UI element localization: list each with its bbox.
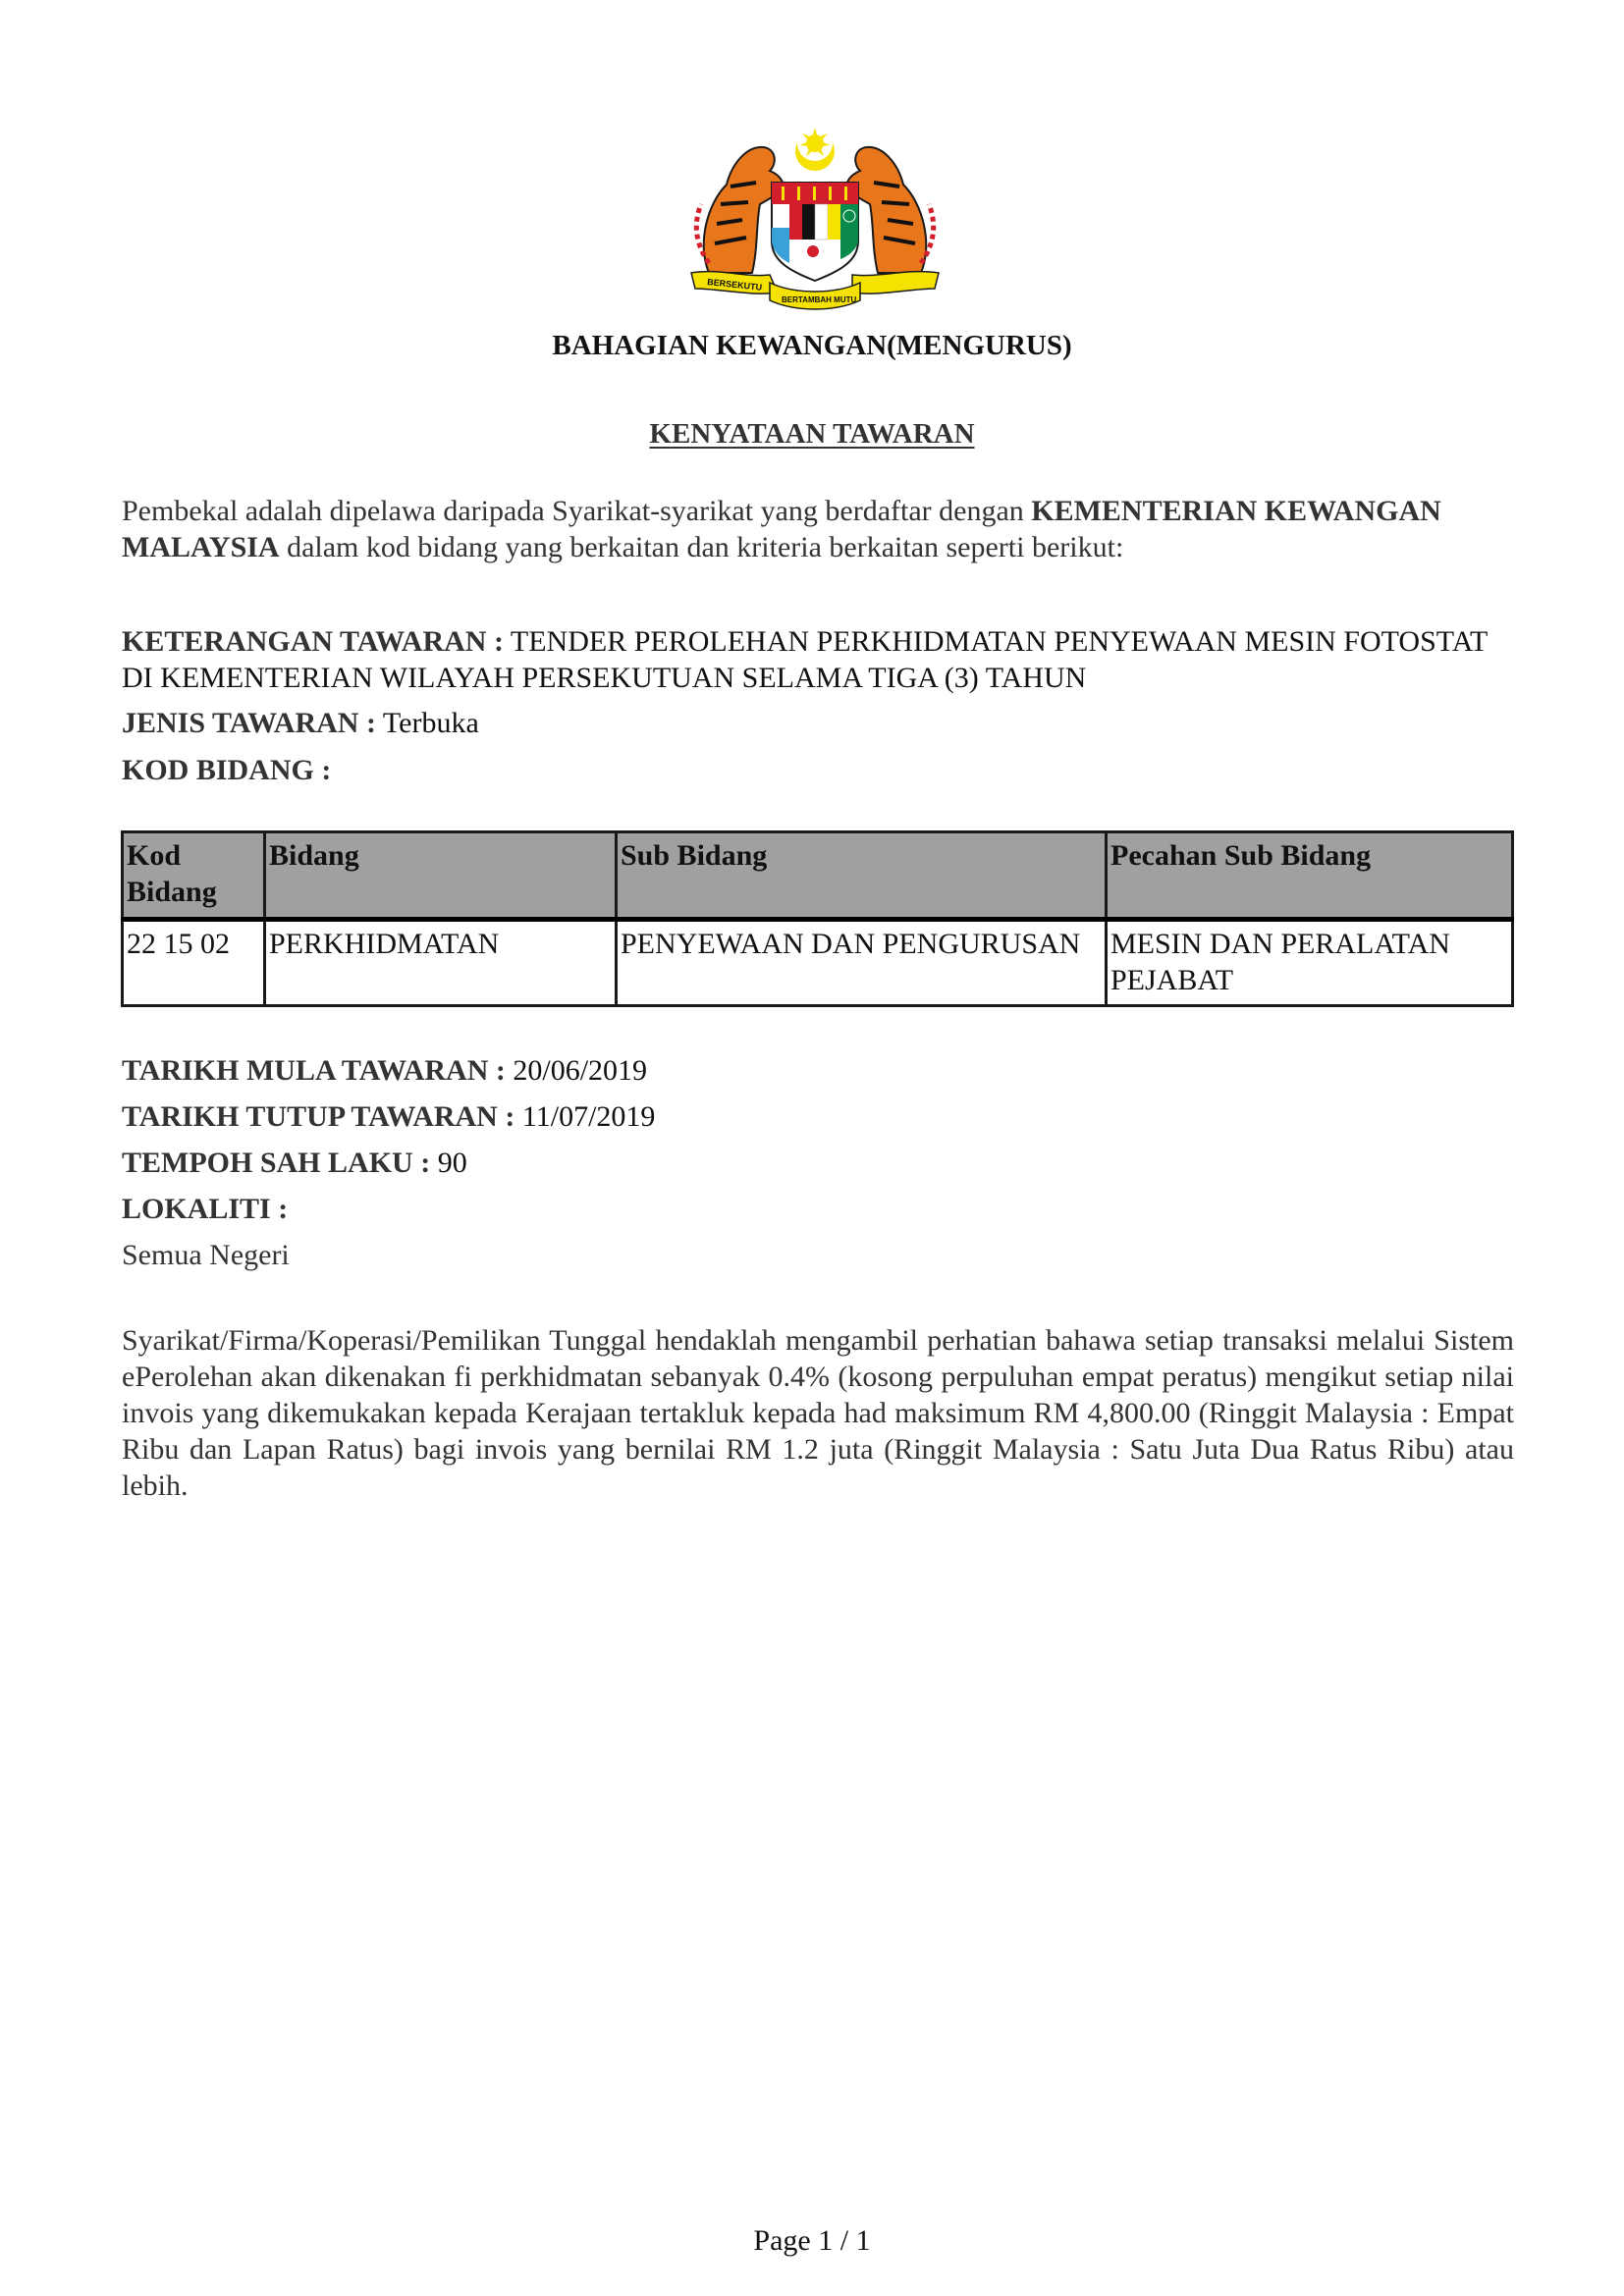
keterangan-value: TENDER PEROLEHAN PERKHIDMATAN PENYEWAAN MESIN FOTOSTAT DI KEMENTERIAN WILAYAH PERSEKUTUAN SELAMA TIGA (3) TAHUN	[122, 625, 1488, 694]
coat-of-arms-icon	[687, 126, 943, 312]
cell-sub-bidang: PENYEWAAN DAN PENGURUSAN	[617, 920, 1107, 1006]
lokaliti-value: Semua Negeri	[122, 1239, 290, 1271]
svg-text:BERSEKUTU: BERSEKUTU	[706, 277, 763, 293]
intro-text-2: dalam kod bidang yang berkaitan dan kriteria berkaitan seperti berikut:	[279, 531, 1124, 563]
mula-value: 20/06/2019	[505, 1054, 648, 1087]
document-title: KENYATAAN TAWARAN	[649, 418, 975, 450]
kod-bidang-table	[121, 830, 1514, 1007]
mula-label: TARIKH MULA TAWARAN :	[122, 1054, 506, 1087]
table-row	[123, 920, 1513, 1006]
col-bidang: Bidang	[265, 832, 617, 920]
cell-pecahan: MESIN DAN PERALATAN PEJABAT	[1107, 920, 1513, 1006]
service-fee-notice: Syarikat/Firma/Koperasi/Pemilikan Tunggal hendaklah mengambil perhatian bahawa setiap transaksi melalui Sistem ePerolehan akan dikenakan fi perkhidmatan sebanyak 0.4% (kosong perpuluhan empat peratus) mengikut setiap nilai invois yang dikemukakan kepada Kerajaan tertakluk kepada had maksimum RM 4,800.00 (Ringgit Malaysia : Empat Ribu dan Lapan Ratus) bagi invois yang bernilai RM 1.2 juta (Ringgit Malaysia : Satu Juta Dua Ratus Ribu) atau lebih.	[122, 1324, 1514, 1502]
jenis-label: JENIS TAWARAN :	[122, 707, 376, 739]
tempoh-label: TEMPOH SAH LAKU :	[122, 1147, 431, 1179]
tarikh-mula-row	[122, 1052, 647, 1089]
table-header-row	[123, 832, 1513, 920]
col-pecahan-sub-bidang: Pecahan Sub Bidang	[1107, 832, 1513, 920]
cell-bidang: PERKHIDMATAN	[265, 920, 617, 1006]
tarikh-tutup-row	[122, 1098, 655, 1135]
page-number: Page 1 / 1	[753, 2224, 871, 2257]
tutup-label: TARIKH TUTUP TAWARAN :	[122, 1100, 515, 1133]
col-sub-bidang: Sub Bidang	[617, 832, 1107, 920]
lokaliti-label: LOKALITI :	[122, 1193, 289, 1225]
keterangan-label: KETERANGAN TAWARAN :	[122, 625, 504, 658]
svg-text:BERTAMBAH MUTU: BERTAMBAH MUTU	[782, 295, 857, 304]
cell-kod: 22 15 02	[123, 920, 265, 1006]
ministry-name: KEMENTERIAN KEWANGAN MALAYSIA	[122, 495, 1441, 563]
kod-bidang-label: KOD BIDANG :	[122, 754, 332, 786]
jenis-tawaran-row	[122, 705, 479, 741]
tender-description	[122, 623, 1514, 696]
col-kod-bidang: Kod Bidang	[123, 832, 265, 920]
intro-text-1: Pembekal adalah dipelawa daripada Syarikat-syarikat yang berdaftar dengan	[122, 495, 1032, 527]
jenis-value: Terbuka	[375, 707, 479, 739]
tempoh-value: 90	[430, 1147, 467, 1179]
department-heading: BAHAGIAN KEWANGAN(MENGURUS)	[552, 330, 1072, 361]
tutup-value: 11/07/2019	[514, 1100, 656, 1133]
intro-paragraph	[122, 493, 1514, 565]
tempoh-row	[122, 1145, 467, 1181]
